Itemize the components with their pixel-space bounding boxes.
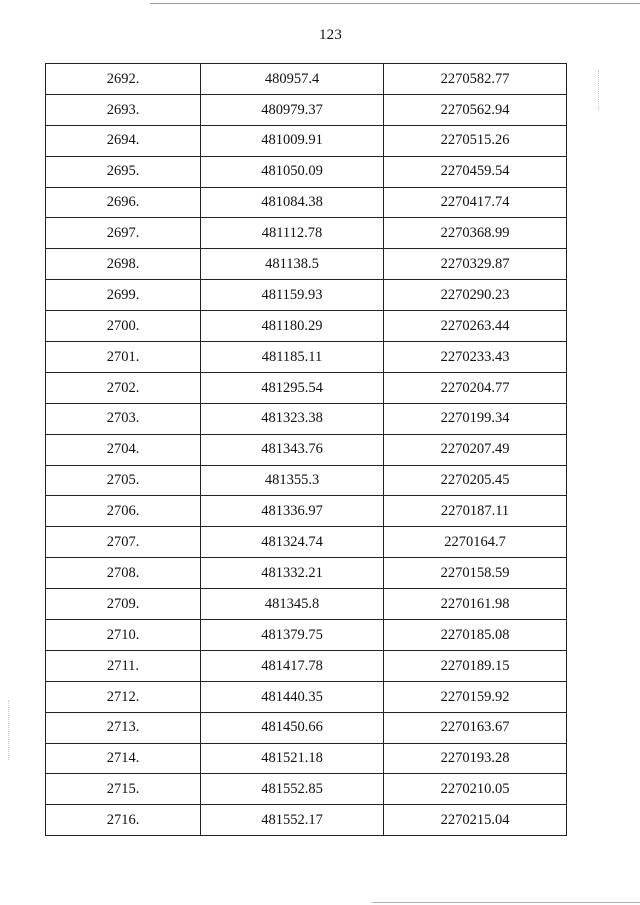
table-row: [46, 496, 567, 527]
coordinates-table-body: [46, 64, 567, 836]
point-number-cell: 2703.: [46, 403, 201, 434]
y-coordinate-cell: 2270210.05: [384, 774, 567, 805]
y-coordinate-cell: 2270158.59: [384, 558, 567, 589]
x-coordinate-cell: 481323.38: [201, 403, 384, 434]
point-number-cell: 2694.: [46, 125, 201, 156]
y-coordinate-cell: 2270215.04: [384, 805, 567, 836]
x-coordinate-cell: 481295.54: [201, 372, 384, 403]
x-coordinate-cell: 481552.17: [201, 805, 384, 836]
y-coordinate-cell: 2270189.15: [384, 650, 567, 681]
scan-border-bottom: [372, 902, 640, 903]
x-coordinate-cell: 481084.38: [201, 187, 384, 218]
point-number-cell: 2693.: [46, 94, 201, 125]
point-number-cell: 2696.: [46, 187, 201, 218]
y-coordinate-cell: 2270233.43: [384, 342, 567, 373]
y-coordinate-cell: 2270204.77: [384, 372, 567, 403]
x-coordinate-cell: 481185.11: [201, 342, 384, 373]
point-number-cell: 2714.: [46, 743, 201, 774]
y-coordinate-cell: 2270207.49: [384, 434, 567, 465]
x-coordinate-cell: 481417.78: [201, 650, 384, 681]
x-coordinate-cell: 481332.21: [201, 558, 384, 589]
table-row: [46, 774, 567, 805]
table-row: [46, 64, 567, 95]
scan-edge-mark-left: [8, 700, 9, 760]
x-coordinate-cell: 481138.5: [201, 249, 384, 280]
point-number-cell: 2705.: [46, 465, 201, 496]
table-row: [46, 558, 567, 589]
table-row: [46, 125, 567, 156]
table-row: [46, 187, 567, 218]
y-coordinate-cell: 2270163.67: [384, 712, 567, 743]
y-coordinate-cell: 2270159.92: [384, 681, 567, 712]
y-coordinate-cell: 2270161.98: [384, 589, 567, 620]
x-coordinate-cell: 480979.37: [201, 94, 384, 125]
x-coordinate-cell: 481159.93: [201, 280, 384, 311]
table-row: [46, 280, 567, 311]
point-number-cell: 2699.: [46, 280, 201, 311]
point-number-cell: 2713.: [46, 712, 201, 743]
x-coordinate-cell: 480957.4: [201, 64, 384, 95]
point-number-cell: 2701.: [46, 342, 201, 373]
table-row: [46, 403, 567, 434]
scan-edge-mark-right: [598, 70, 599, 110]
x-coordinate-cell: 481379.75: [201, 620, 384, 651]
y-coordinate-cell: 2270515.26: [384, 125, 567, 156]
table-row: [46, 249, 567, 280]
point-number-cell: 2702.: [46, 372, 201, 403]
x-coordinate-cell: 481336.97: [201, 496, 384, 527]
x-coordinate-cell: 481324.74: [201, 527, 384, 558]
x-coordinate-cell: 481112.78: [201, 218, 384, 249]
x-coordinate-cell: 481450.66: [201, 712, 384, 743]
y-coordinate-cell: 2270205.45: [384, 465, 567, 496]
x-coordinate-cell: 481521.18: [201, 743, 384, 774]
y-coordinate-cell: 2270582.77: [384, 64, 567, 95]
table-row: [46, 589, 567, 620]
x-coordinate-cell: 481180.29: [201, 311, 384, 342]
y-coordinate-cell: 2270199.34: [384, 403, 567, 434]
point-number-cell: 2698.: [46, 249, 201, 280]
table-row: [46, 681, 567, 712]
y-coordinate-cell: 2270459.54: [384, 156, 567, 187]
point-number-cell: 2704.: [46, 434, 201, 465]
x-coordinate-cell: 481343.76: [201, 434, 384, 465]
y-coordinate-cell: 2270290.23: [384, 280, 567, 311]
table-row: [46, 712, 567, 743]
point-number-cell: 2709.: [46, 589, 201, 620]
y-coordinate-cell: 2270417.74: [384, 187, 567, 218]
y-coordinate-cell: 2270562.94: [384, 94, 567, 125]
point-number-cell: 2708.: [46, 558, 201, 589]
table-row: [46, 311, 567, 342]
page-number: 123: [318, 27, 343, 43]
table-row: [46, 805, 567, 836]
coordinates-table: [45, 63, 567, 836]
point-number-cell: 2692.: [46, 64, 201, 95]
y-coordinate-cell: 2270185.08: [384, 620, 567, 651]
y-coordinate-cell: 2270368.99: [384, 218, 567, 249]
y-coordinate-cell: 2270193.28: [384, 743, 567, 774]
point-number-cell: 2711.: [46, 650, 201, 681]
x-coordinate-cell: 481050.09: [201, 156, 384, 187]
point-number-cell: 2706.: [46, 496, 201, 527]
point-number-cell: 2710.: [46, 620, 201, 651]
table-row: [46, 650, 567, 681]
point-number-cell: 2715.: [46, 774, 201, 805]
table-row: [46, 620, 567, 651]
x-coordinate-cell: 481552.85: [201, 774, 384, 805]
table-row: [46, 465, 567, 496]
x-coordinate-cell: 481355.3: [201, 465, 384, 496]
table-row: [46, 434, 567, 465]
x-coordinate-cell: 481009.91: [201, 125, 384, 156]
point-number-cell: 2700.: [46, 311, 201, 342]
point-number-cell: 2716.: [46, 805, 201, 836]
table-row: [46, 94, 567, 125]
table-row: [46, 372, 567, 403]
x-coordinate-cell: 481345.8: [201, 589, 384, 620]
x-coordinate-cell: 481440.35: [201, 681, 384, 712]
scan-border-top: [150, 3, 640, 4]
y-coordinate-cell: 2270187.11: [384, 496, 567, 527]
y-coordinate-cell: 2270164.7: [384, 527, 567, 558]
y-coordinate-cell: 2270329.87: [384, 249, 567, 280]
table-row: [46, 156, 567, 187]
point-number-cell: 2712.: [46, 681, 201, 712]
table-row: [46, 527, 567, 558]
point-number-cell: 2697.: [46, 218, 201, 249]
table-row: [46, 218, 567, 249]
table-row: [46, 342, 567, 373]
point-number-cell: 2707.: [46, 527, 201, 558]
point-number-cell: 2695.: [46, 156, 201, 187]
table-row: [46, 743, 567, 774]
y-coordinate-cell: 2270263.44: [384, 311, 567, 342]
